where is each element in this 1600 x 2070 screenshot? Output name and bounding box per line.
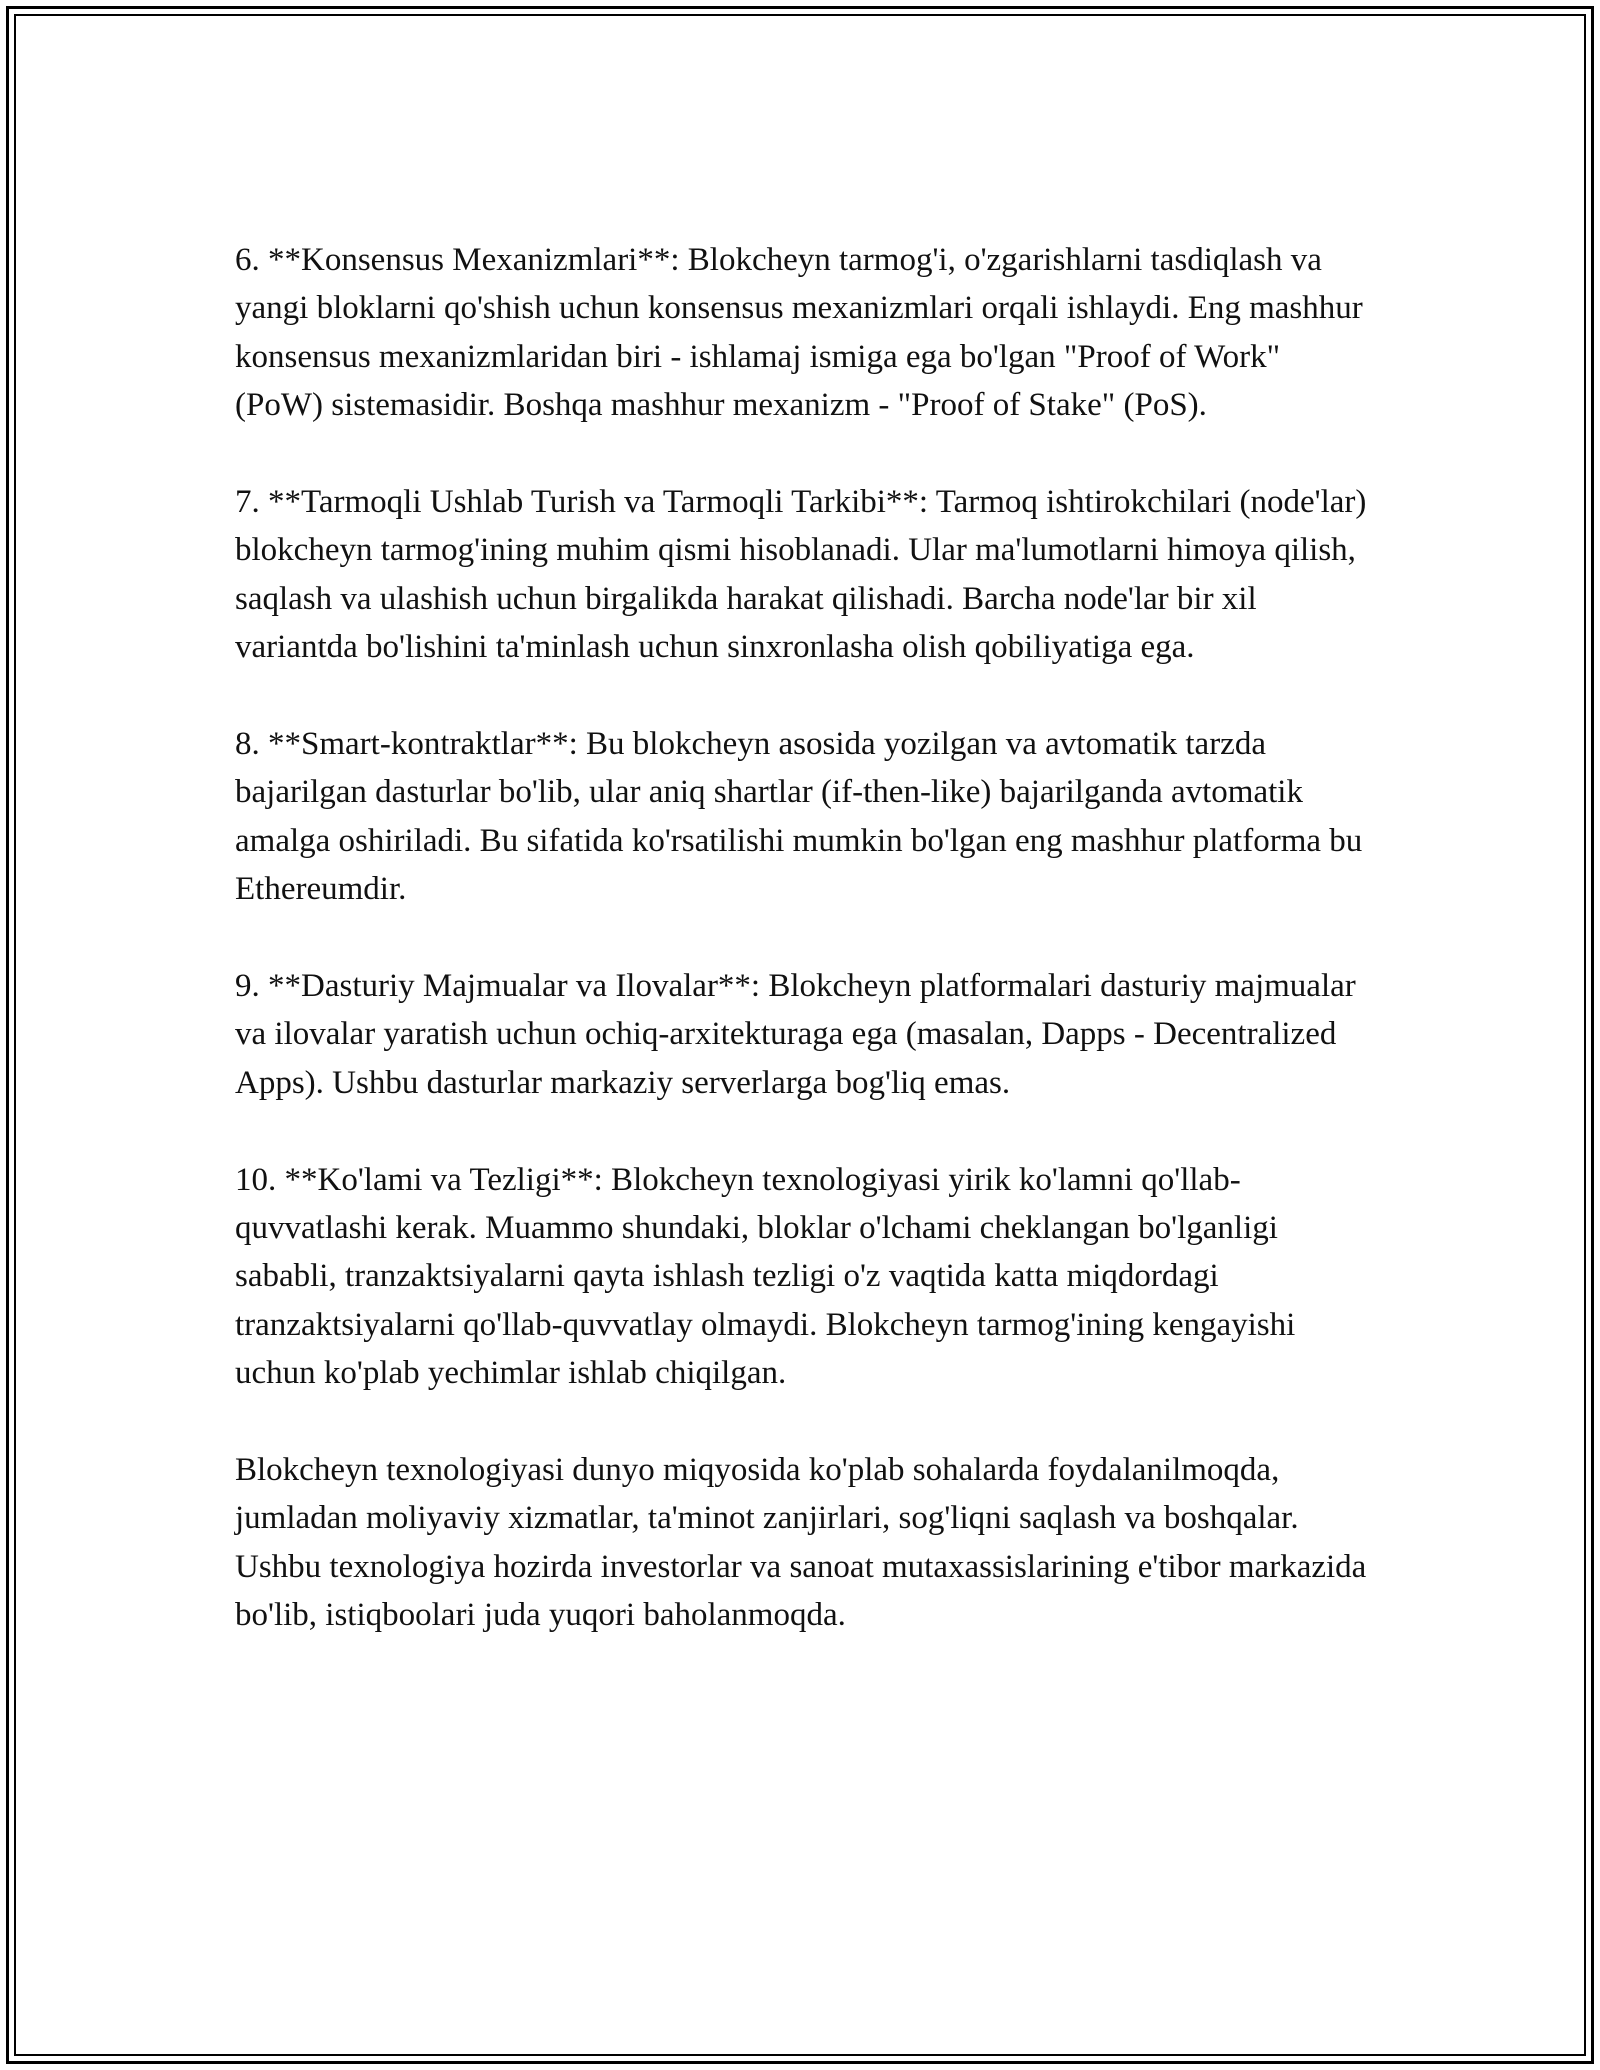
- paragraph-conclusion: Blokcheyn texnologiyasi dunyo miqyosida ko'plab sohalarda foydalanilmoqda, jumladan moliyaviy xizmatlar, ta'minot zanjirlari, sog'liqni saqlash va boshqalar. Ushbu texnologiya hozirda investorlar va sanoat mutaxassislarining e'tibor markazida bo'lib, istiqboolari juda yuqori baholanmoqda.: [235, 1452, 1367, 1634]
- paragraph-scale-and-speed: 10. **Ko'lami va Tezligi**: Blokcheyn texnologiyasi yirik ko'lamni qo'llab-quvvatlashi kerak. Muammo shundaki, bloklar o'lchami cheklangan bo'lganligi sababli, tranzaktsiyalarni qayta ishlash tezligi o'z vaqtida katta miqdordagi tranzaktsiyalarni qo'llab-quvvatlay olmaydi. Blokcheyn tarmog'ining kengayishi uchun ko'plab yechimlar ishlab chiqilgan.: [235, 1161, 1296, 1392]
- paragraph-network-nodes: 7. **Tarmoqli Ushlab Turish va Tarmoqli Tarkibi**: Tarmoq ishtirokchilari (node'lar) blokcheyn tarmog'ining muhim qismi hisoblanadi. Ular ma'lumotlarni himoya qilish, saqlash va ulashish uchun birgalikda harakat qilishadi. Barcha node'lar bir xil variantda bo'lishini ta'minlash uchun sinxronlasha olish qobiliyatiga ega.: [235, 484, 1367, 666]
- document-body: [235, 236, 1375, 1640]
- paragraph-software-applications: 9. **Dasturiy Majmualar va Ilovalar**: Blokcheyn platformalari dasturiy majmualar va ilovalar yaratish uchun ochiq-arxitekturaga ega (masalan, Dapps - Decentralized Apps). Ushbu dasturlar markaziy serverlarga bog'liq emas.: [235, 968, 1356, 1101]
- paragraph-consensus-mechanisms: 6. **Konsensus Mexanizmlari**: Blokcheyn tarmog'i, o'zgarishlarni tasdiqlash va yangi bloklarni qo'shish uchun konsensus mexanizmlari orqali ishlaydi. Eng mashhur konsensus mexanizmlaridan biri - ishlamaj ismiga ega bo'lgan "Proof of Work" (PoW) sistemasidir. Boshqa mashhur mexanizm - "Proof of Stake" (PoS).: [235, 242, 1363, 424]
- paragraph-smart-contracts: 8. **Smart-kontraktlar**: Bu blokcheyn asosida yozilgan va avtomatik tarzda bajarilgan dasturlar bo'lib, ular aniq shartlar (if-then-like) bajarilganda avtomatik amalga oshiriladi. Bu sifatida ko'rsatilishi mumkin bo'lgan eng mashhur platforma bu Ethereumdir.: [235, 726, 1363, 908]
